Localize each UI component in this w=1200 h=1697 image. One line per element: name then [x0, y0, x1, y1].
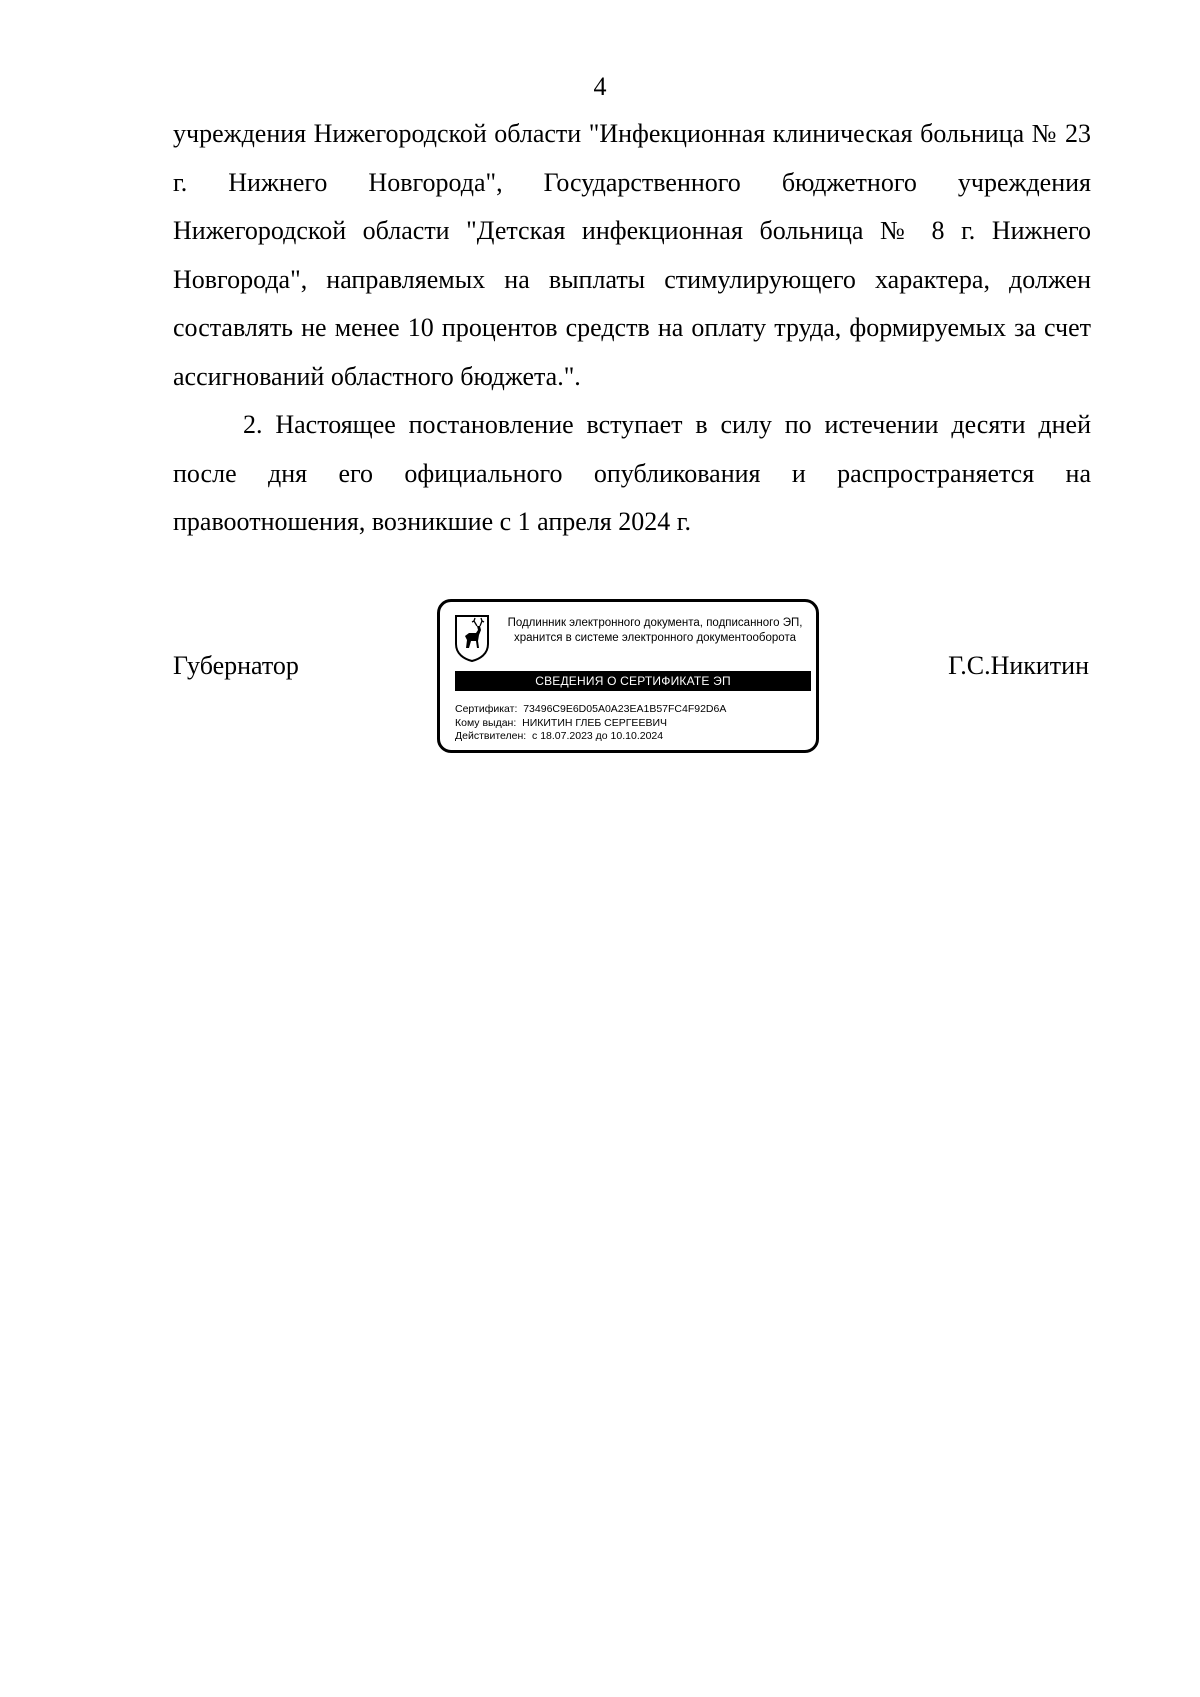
stamp-header — [496, 616, 814, 646]
stamp-header-line-2: хранится в системе электронного документооборота — [514, 632, 796, 644]
certificate-value: 73496C9E6D05A0A23EA1B57FC4F92D6A — [523, 703, 727, 715]
deer-emblem-icon — [454, 614, 490, 662]
issued-to-value: НИКИТИН ГЛЕБ СЕРГЕЕВИЧ — [522, 716, 667, 729]
validity-label: Действителен: — [455, 730, 530, 742]
document-body — [173, 110, 1091, 547]
signatory-title: Губернатор — [173, 651, 299, 680]
paragraph-effective-date: 2. Настоящее постановление вступает в силу по истечении десяти дней после дня его официального опубликования и распространяется на правоотношения, возникшие с 1 апреля 2024 г. — [173, 410, 1091, 536]
paragraph-continuation: учреждения Нижегородской области "Инфекционная клиническая больница № 23 г. Нижнего Новгорода", Государственного бюджетного учреждения Нижегородской области "Детская инфекционная больница № 8 г. Нижнего Новгорода", направляемых на выплаты стимулирующего характера, должен составлять не менее 10 процентов средств на оплату труда, формируемых за счет ассигнований областного бюджета.". — [173, 119, 1091, 391]
certificate-label: Сертификат: — [455, 703, 521, 715]
issued-to-label: Кому выдан: — [455, 716, 520, 729]
certificate-row — [455, 703, 726, 717]
validity-row — [455, 730, 726, 744]
page-number: 4 — [593, 72, 607, 101]
signatory-name: Г.С.Никитин — [948, 651, 1089, 680]
validity-value: с 18.07.2023 до 10.10.2024 — [532, 730, 664, 742]
stamp-header-line-1: Подлинник электронного документа, подписанного ЭП, — [507, 617, 803, 629]
issued-to-row — [455, 717, 726, 731]
certificate-info-bar: СВЕДЕНИЯ О СЕРТИФИКАТЕ ЭП — [455, 671, 811, 691]
certificate-details — [455, 703, 726, 744]
electronic-signature-stamp — [437, 599, 819, 753]
